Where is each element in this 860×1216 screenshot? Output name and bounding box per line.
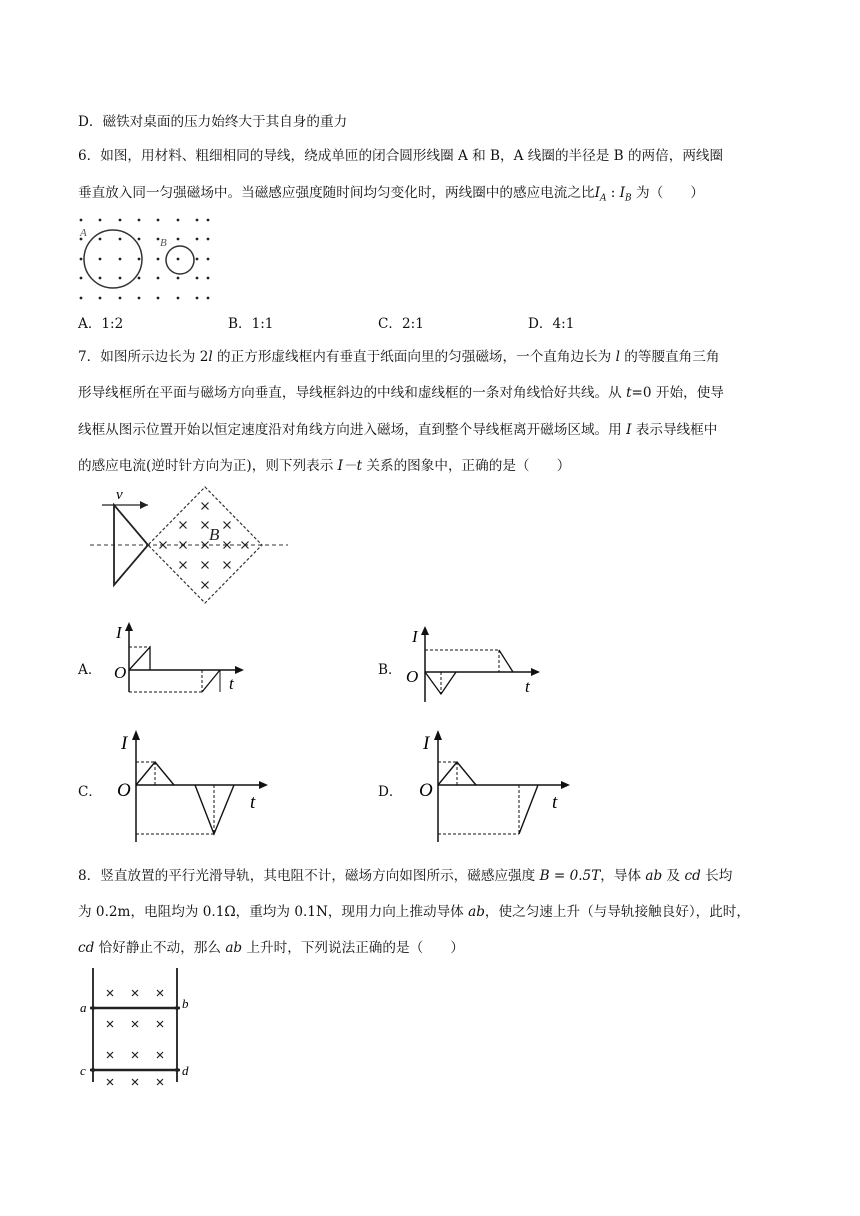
q7-stem-line4: 的感应电流(逆时针方向为正)，则下列表示 I－t 关系的图象中，正确的是（ ） [78,458,571,474]
field-cross [132,1021,138,1027]
svg-text:O: O [419,780,433,801]
field-dot [80,258,83,261]
field-dot [177,219,180,222]
field-cross [157,1052,163,1058]
field-dot [80,297,83,300]
field-dot [138,238,141,241]
q6-stem-line2 [78,183,704,209]
q6-option-c[interactable]: C．2:1 [378,316,424,332]
field-dot [196,258,199,261]
label-c: c [80,1063,86,1078]
field-cross [180,542,187,549]
field-dot [177,238,180,241]
ratio-sep: : [606,185,620,201]
svg-text:I: I [116,623,122,642]
svg-text:t: t [552,792,558,813]
field-dot [177,277,180,280]
field-dot [207,277,210,280]
field-dot [196,219,199,222]
q7-figure [90,484,290,608]
svg-text:t: t [250,792,256,813]
field-dot [119,277,122,280]
label-b: b [182,996,189,1011]
field-dot [157,297,160,300]
svg-text:t: t [525,677,530,696]
field-dot [196,297,199,300]
field-dots [80,219,210,300]
field-cross [107,990,113,996]
q7-graph-b[interactable] [404,626,544,706]
q7-graph-a[interactable] [112,622,252,702]
field-dot [207,219,210,222]
svg-text:I: I [121,733,128,754]
coil-b-label: B [160,237,167,249]
q7-option-b-label[interactable]: B． [378,662,402,678]
field-cross [224,562,231,569]
field-label: B [209,525,220,544]
coil-a-label: A [80,227,87,239]
coil-a [84,230,142,288]
field-dot [207,238,210,241]
q6-stem-text: 垂直放入同一匀强磁场中。当磁感应强度随时间均匀变化时，两线圈中的感应电流之比 [78,185,595,201]
velocity-label: v [116,487,123,503]
field-cross [157,990,163,996]
q5-option-d: D．磁铁对桌面的压力始终大于其自身的重力 [78,114,348,130]
field-dot [157,277,160,280]
field-cross [202,582,209,589]
q6-option-d[interactable]: D．4:1 [528,316,575,332]
field-dot [99,219,102,222]
field-dot [119,238,122,241]
field-dot [157,219,160,222]
field-dot [207,258,210,261]
q8-figure [76,968,196,1082]
field-cross [132,1079,138,1085]
q7-graph-d[interactable] [416,730,576,842]
q6-stem-end: 为（ ） [631,185,704,201]
q8-stem-line3: cd 恰好静止不动，那么 ab 上升时，下列说法正确的是（ ） [78,940,464,956]
q6-figure [76,214,212,304]
q6-option-a[interactable]: A．1:2 [78,316,124,332]
q7-stem-line1: 7．如图所示边长为 2l 的正方形虚线框内有垂直于纸面向里的匀强磁场，一个直角边长为 l 的等腰直角三角 [78,349,720,365]
field-dot [80,219,83,222]
svg-text:t: t [229,674,234,693]
q7-option-a-label[interactable]: A． [78,662,102,678]
field-dot [196,238,199,241]
svg-text:I: I [423,733,430,754]
q6-stem-line1: 6．如图，用材料、粗细相同的导线，绕成单匝的闭合圆形线圈 A 和 B，A 线圈的半径是 B 的两倍，两线圈 [78,148,724,164]
field-dot [177,258,180,261]
ratio-ib: $I_B$ [619,185,632,204]
field-dot [99,238,102,241]
field-cross [157,1079,163,1085]
svg-text:O: O [406,667,419,686]
field-cross [224,522,231,529]
field-dot [99,297,102,300]
q7-graph-c[interactable] [114,730,274,842]
svg-text:O: O [117,780,131,801]
q8-stem-line2: 为 0.2m，电阻均为 0.1Ω，重均为 0.1N，现用力向上推动导体 ab，使之匀速上升（与导轨接触良好），此时， [78,904,750,920]
q8-stem-line1: 8．竖直放置的平行光滑导轨，其电阻不计，磁场方向如图所示，磁感应强度 B = 0.5T，导体 ab 及 cd 长均 [78,868,733,884]
coil-b [166,246,194,274]
field-cross [202,522,209,529]
field-dot [138,219,141,222]
field-dot [207,297,210,300]
field-dot [119,258,122,261]
field-cross [132,1052,138,1058]
field-dot [157,258,160,261]
q7-stem-line3: 线框从图示位置开始以恒定速度沿对角线方向进入磁场，直到整个导线框离开磁场区域。用 I 表示导线框中 [78,422,718,438]
field-cross [202,562,209,569]
field-cross [107,1052,113,1058]
q6-option-b[interactable]: B．1:1 [228,316,274,332]
q7-option-c-label[interactable]: C． [78,784,102,800]
field-dot [138,258,141,261]
label-a: a [80,1000,87,1015]
field-crosses [160,503,249,589]
label-d: d [182,1063,189,1078]
svg-text:I: I [412,627,418,646]
svg-text:O: O [114,663,127,682]
field-dot [177,297,180,300]
field-dot [119,219,122,222]
field-cross [132,990,138,996]
field-cross [180,562,187,569]
q7-option-d-label[interactable]: D． [378,784,403,800]
field-cross [180,522,187,529]
field-dot [138,297,141,300]
field-cross [107,1079,113,1085]
field-dot [99,258,102,261]
field-dot [80,277,83,280]
field-cross [107,1021,113,1027]
q7-stem-line2: 形导线框所在平面与磁场方向垂直，导线框斜边的中线和虚线框的一条对角线恰好共线。从 t=0 开始，使导 [78,385,724,401]
field-cross [202,503,209,510]
field-dot [138,277,141,280]
field-dot [157,238,160,241]
field-dot [119,297,122,300]
field-cross [157,1021,163,1027]
field-dot [196,277,199,280]
field-dot [99,277,102,280]
ratio-ia: $I_A$ [594,185,607,204]
